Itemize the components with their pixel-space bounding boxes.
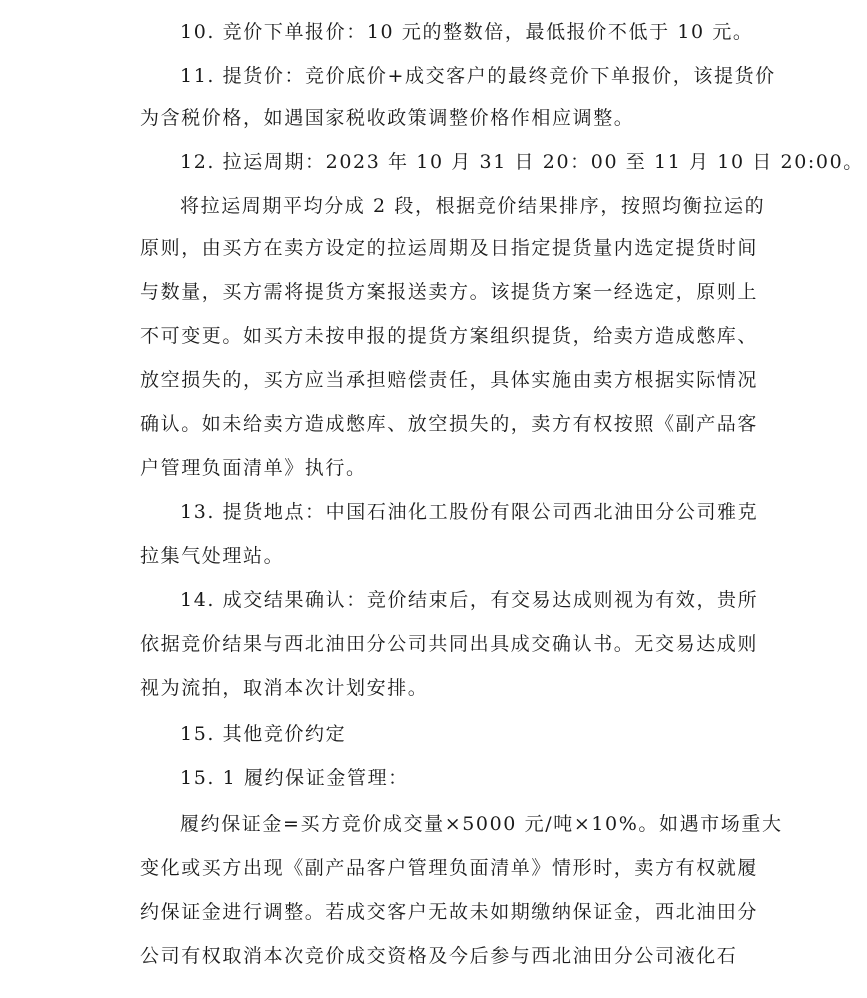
paragraph-line: 履约保证金=买方竞价成交量×5000 元/吨×10%。如遇市场重大 (180, 813, 783, 835)
subsection-heading: 15. 1 履约保证金管理： (180, 767, 409, 789)
paragraph-line: 14. 成交结果确认：竞价结束后，有交易达成则视为有效，贵所 (180, 589, 759, 611)
paragraph-line: 户管理负面清单》执行。 (140, 457, 367, 479)
paragraph-line: 与数量，买方需将提货方案报送卖方。该提货方案一经选定，原则上 (140, 281, 759, 303)
paragraph-line: 公司有权取消本次竞价成交资格及今后参与西北油田分公司液化石 (140, 945, 738, 967)
paragraph-line: 11. 提货价：竞价底价+成交客户的最终竞价下单报价，该提货价 (180, 65, 776, 87)
paragraph-line: 13. 提货地点：中国石油化工股份有限公司西北油田分公司雅克 (180, 501, 759, 523)
paragraph-line: 依据竞价结果与西北油田分公司共同出具成交确认书。无交易达成则 (140, 633, 759, 655)
paragraph-line: 不可变更。如买方未按申报的提货方案组织提货，给卖方造成憋库、 (140, 325, 759, 347)
paragraph-line: 约保证金进行调整。若成交客户无故未如期缴纳保证金，西北油田分 (140, 901, 759, 923)
paragraph-line: 变化或买方出现《副产品客户管理负面清单》情形时，卖方有权就履 (140, 857, 759, 879)
paragraph-line: 拉集气处理站。 (140, 545, 285, 567)
paragraph-line: 放空损失的，买方应当承担赔偿责任，具体实施由卖方根据实际情况 (140, 369, 759, 391)
paragraph-line: 将拉运周期平均分成 2 段，根据竞价结果排序，按照均衡拉运的 (180, 195, 766, 217)
paragraph-line: 10. 竞价下单报价：10 元的整数倍，最低报价不低于 10 元。 (180, 21, 754, 43)
section-heading: 15. 其他竞价约定 (180, 723, 347, 745)
paragraph-line: 12. 拉运周期：2023 年 10 月 31 日 20：00 至 11 月 10 日 20:00。 (180, 151, 864, 173)
paragraph-line: 原则，由买方在卖方设定的拉运周期及日指定提货量内选定提货时间 (140, 237, 759, 259)
paragraph-line: 为含税价格，如遇国家税收政策调整价格作相应调整。 (140, 107, 635, 129)
paragraph-line: 视为流拍，取消本次计划安排。 (140, 677, 429, 699)
paragraph-line: 确认。如未给卖方造成憋库、放空损失的，卖方有权按照《副产品客 (140, 413, 759, 435)
